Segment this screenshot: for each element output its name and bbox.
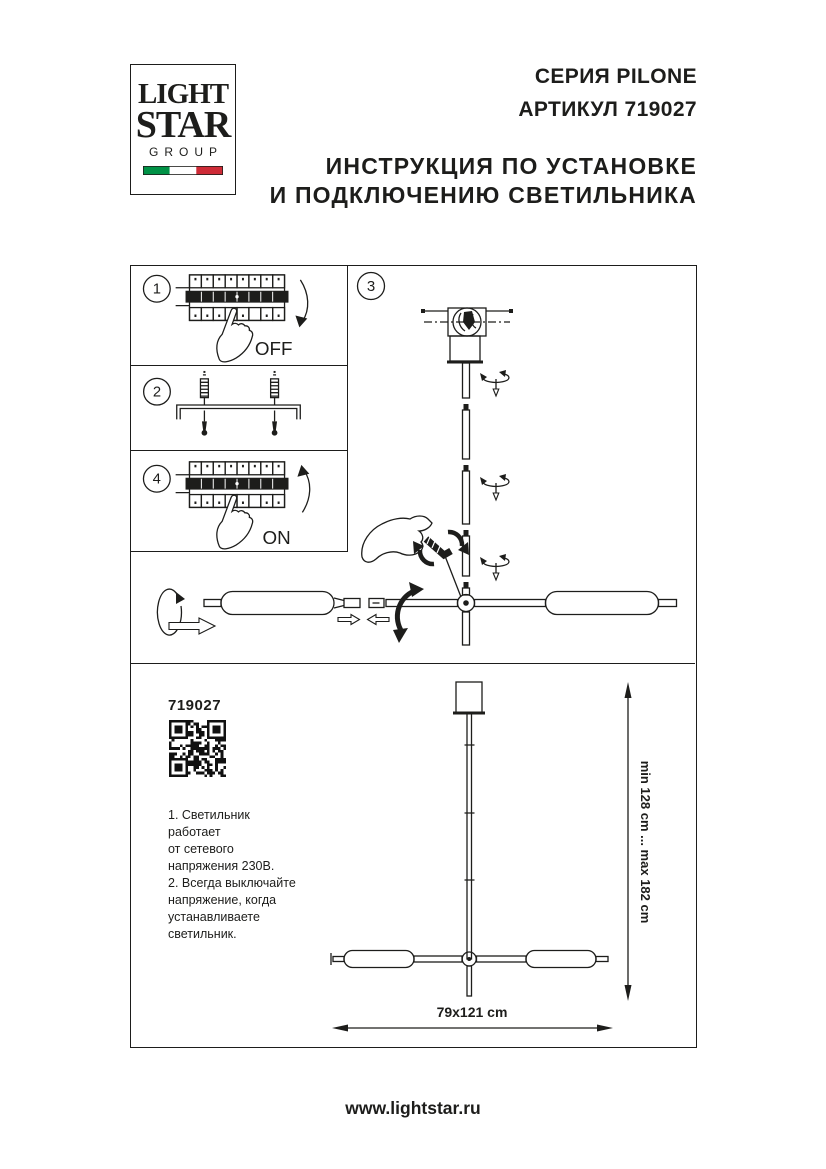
series-title: СЕРИЯ PILONE	[534, 65, 697, 88]
note-line: 2. Всегда выключайте	[168, 876, 296, 890]
italian-flag-icon	[143, 166, 223, 175]
connector-plug	[344, 599, 360, 608]
product-notes	[168, 807, 338, 943]
swing-arrow-icon	[393, 582, 424, 643]
arrow-up-icon	[302, 471, 309, 513]
article-title: АРТИКУЛ 719027	[518, 98, 697, 121]
insert-arrow-right-icon	[338, 615, 360, 625]
height-range-label: min 128 cm ... max 182 cm	[638, 760, 653, 924]
mounting-bracket-drawing	[177, 405, 301, 419]
instruction-title-line2: И ПОДКЛЮЧЕНИЮ СВЕТИЛЬНИКА	[269, 182, 697, 208]
document-titles	[270, 60, 697, 210]
on-label: ON	[262, 527, 291, 549]
step2-diagram	[131, 366, 347, 450]
lamp-tube-right	[546, 592, 659, 615]
off-label: OFF	[254, 338, 293, 360]
step2-number: 2	[152, 384, 162, 401]
width-label: 79x121 cm	[436, 1004, 508, 1020]
central-hub-drawing	[458, 595, 475, 646]
screw-drawing	[200, 371, 208, 436]
website-url: www.lightstar.ru	[345, 1098, 481, 1118]
right-arm-drawing	[475, 592, 677, 615]
logo-word-star: STAR	[135, 104, 231, 146]
instruction-frame	[130, 265, 697, 1048]
width-dimension	[332, 1004, 613, 1032]
note-line: устанавливаете	[168, 910, 260, 924]
step4-panel	[131, 451, 348, 552]
rotate-tube-icon	[157, 589, 215, 635]
height-dimension	[625, 682, 654, 1001]
screw-drawing	[271, 371, 279, 436]
stem-rod-segments	[463, 363, 470, 595]
insert-arrow-left-icon	[368, 615, 390, 625]
rotate-to-screw-icon	[480, 370, 509, 396]
note-line: напряжение, когда	[168, 893, 277, 907]
left-arm-drawing	[204, 592, 458, 615]
step1-panel	[131, 266, 348, 366]
lamp-tube-right	[526, 951, 596, 968]
hand-with-hex-key	[362, 516, 469, 597]
note-line: от сетевого	[168, 842, 234, 856]
hex-key-icon	[426, 539, 451, 555]
canopy-drawing	[450, 336, 480, 361]
lamp-tube-left	[221, 592, 334, 615]
lamp-tube-left	[344, 951, 414, 968]
note-line: 1. Светильник	[168, 808, 250, 822]
step3-number: 3	[366, 278, 376, 295]
step4-diagram	[131, 451, 347, 551]
note-line: напряжения 230В.	[168, 859, 275, 873]
product-article: 719027	[168, 697, 222, 714]
instruction-title-line1: ИНСТРУКЦИЯ ПО УСТАНОВКЕ	[325, 153, 697, 179]
step1-number: 1	[152, 281, 161, 298]
step1-diagram	[131, 266, 347, 365]
step2-panel	[131, 366, 348, 451]
wires-icon	[463, 311, 475, 330]
step4-number: 4	[152, 471, 161, 488]
qr-code	[169, 720, 226, 777]
fixture-outline-drawing	[331, 682, 608, 996]
product-spec-section	[131, 663, 695, 1046]
ceiling-mount-drawing	[421, 308, 513, 362]
arrow-down-icon	[300, 280, 307, 322]
rotate-to-screw-icon	[480, 474, 509, 500]
logo-word-light: LIGHT	[137, 78, 229, 110]
canopy-drawing	[456, 682, 482, 713]
note-line: светильник.	[168, 927, 237, 941]
note-line: работает	[168, 825, 221, 839]
rotate-to-screw-icon	[480, 554, 509, 580]
lightstar-logo	[130, 64, 236, 195]
logo-word-group: GROUP	[148, 145, 223, 160]
